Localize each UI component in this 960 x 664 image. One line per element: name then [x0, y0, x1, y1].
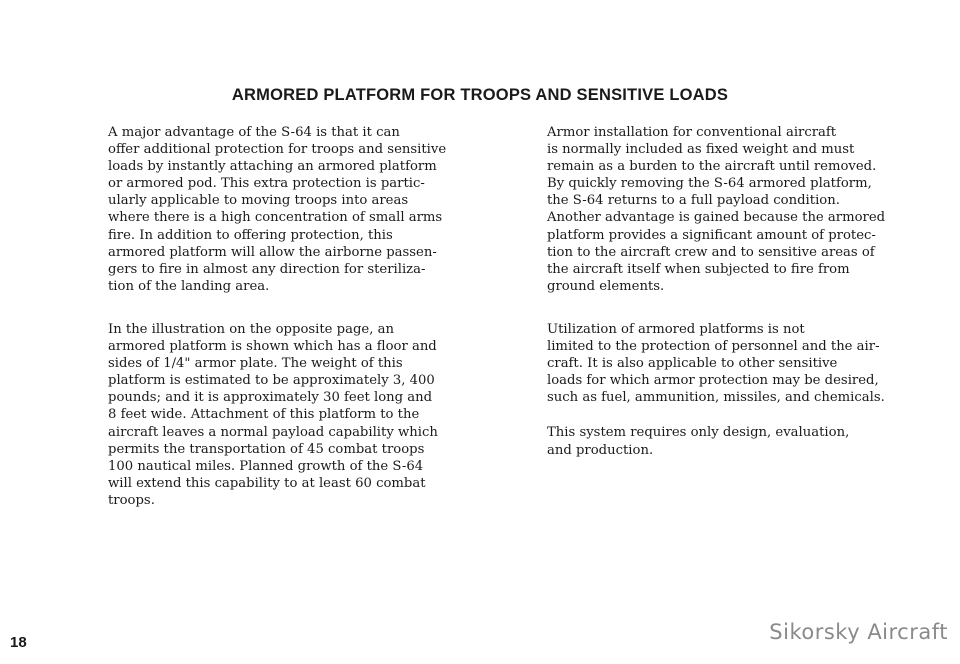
text-line: ground elements. [547, 278, 665, 294]
text-line: permits the transportation of 45 combat troops [108, 441, 425, 457]
text-line: and production. [547, 442, 654, 458]
text-line: aircraft leaves a normal payload capability which [108, 424, 438, 440]
text-line: armored platform will allow the airborne passen- [108, 244, 437, 260]
text-line: By quickly removing the S-64 armored platform, [547, 176, 872, 192]
right-paragraph-2 [500, 321, 912, 406]
text-line: armored platform is shown which has a floor and [108, 339, 437, 355]
text-line: the aircraft itself when subjected to fire from [547, 261, 850, 277]
text-line: This system requires only design, evaluation, [547, 425, 850, 441]
text-line: tion to the aircraft crew and to sensitive areas of [547, 244, 875, 260]
text-line: gers to fire in almost any direction for steriliza- [108, 261, 426, 277]
left-paragraph-1 [61, 124, 461, 295]
page-number: 18 [10, 634, 27, 651]
text-line: or armored pod. This extra protection is partic- [108, 176, 425, 192]
right-paragraph-1 [500, 124, 912, 295]
text-line: the S-64 returns to a full payload condition. [547, 193, 840, 209]
text-line: Another advantage is gained because the armored [547, 210, 886, 226]
text-line: tion of the landing area. [108, 278, 270, 294]
text-line: platform is estimated to be approximately 3, 400 [108, 373, 435, 389]
brand-wordmark: Sikorsky Aircraft [769, 620, 948, 644]
text-line: platform provides a significant amount of protec- [547, 227, 876, 243]
right-paragraph-3 [500, 424, 912, 458]
text-line: offer additional protection for troops and sensitive [108, 142, 447, 158]
right-column [500, 124, 912, 459]
text-line: remain as a burden to the aircraft until removed. [547, 159, 877, 175]
text-line: 8 feet wide. Attachment of this platform to the [108, 407, 420, 423]
text-line: ularly applicable to moving troops into areas [108, 193, 409, 209]
text-line: loads by instantly attaching an armored platform [108, 159, 437, 175]
text-line: 100 nautical miles. Planned growth of the S-64 [108, 458, 424, 474]
text-line: sides of 1/4" armor plate. The weight of this [108, 356, 403, 372]
text-line: will extend this capability to at least 60 combat [108, 475, 426, 491]
text-line: Armor installation for conventional aircraft [547, 125, 837, 140]
text-line: In the illustration on the opposite page, an [108, 321, 394, 337]
text-line: fire. In addition to offering protection, this [108, 227, 393, 243]
left-column [61, 124, 461, 509]
text-line: is normally included as fixed weight and must [547, 142, 855, 158]
text-line: limited to the protection of personnel and the air- [547, 339, 880, 355]
text-line: Utilization of armored platforms is not [547, 321, 805, 337]
text-line: where there is a high concentration of small arms [108, 210, 443, 226]
left-paragraph-2 [61, 321, 461, 509]
page-heading: ARMORED PLATFORM FOR TROOPS AND SENSITIVE LOADS [231, 86, 729, 104]
text-line: A major advantage of the S-64 is that it can [108, 125, 400, 140]
text-line: troops. [108, 492, 155, 508]
text-line: craft. It is also applicable to other sensitive [547, 356, 838, 372]
text-line: loads for which armor protection may be desired, [547, 373, 879, 389]
text-line: pounds; and it is approximately 30 feet long and [108, 390, 433, 406]
text-line: such as fuel, ammunition, missiles, and chemicals. [547, 390, 885, 406]
